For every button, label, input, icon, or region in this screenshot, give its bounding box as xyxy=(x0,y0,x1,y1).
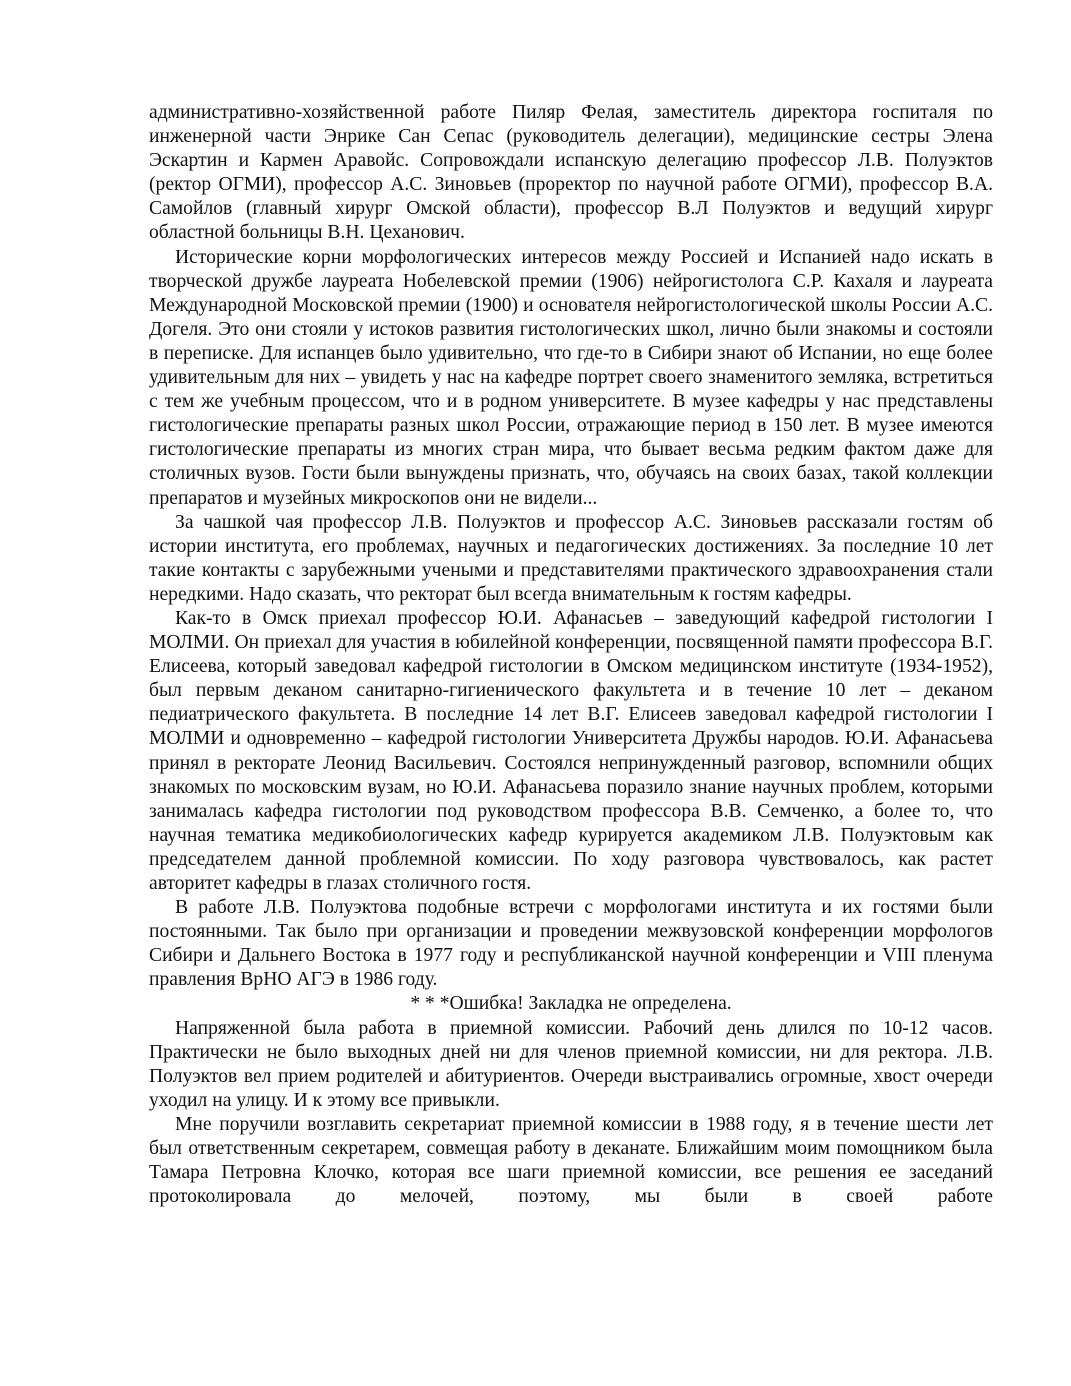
section-separator: * * *Ошибка! Закладка не определена. xyxy=(410,993,732,1015)
paragraph-morphology-meetings: В работе Л.В. Полуэктова подобные встречи с морфологами института и их гостями были постоянными. Так было при организации и проведении межвузовской конференции морфологов Сибири и Дальнего Востока в 1977 году и республиканской научной конференции и VIII пленума правления ВрНО АГЭ в 1986 году. xyxy=(149,897,993,991)
paragraph-delegation: административно-хозяйственной работе Пиляр Фелая, заместитель директора госпиталя по инженерной части Энрике Сан Сепас (руководитель делегации), медицинские сестры Элена Эскартин и Кармен Аравойс. Сопровождали испанскую делегацию профессор Л.В. Полуэктов (ректор ОГМИ), профессор А.С. Зиновьев (проректор по научной работе ОГМИ), профессор В.А. Самойлов (главный хирург Омской области), профессор В.Л Полуэктов и ведущий хирург областной больницы В.Н. Цеханович. xyxy=(149,102,993,244)
document-page xyxy=(149,101,993,1209)
paragraph-historical-roots: Исторические корни морфологических интересов между Россией и Испанией надо искать в творческой дружбе лауреата Нобелевской премии (1906) нейрогистолога С.Р. Кахаля и лауреата Международной Московской премии (1900) и основателя нейрогистологической школы России А.С. Догеля. Это они стояли у истоков развития гистологических школ, лично были знакомы и состояли в переписке. Для испанцев было удивительно, что где-то в Сибири знают об Испании, но еще более удивительным для них – увидеть у нас на кафедре портрет своего знаменитого земляка, встретиться с тем же учебным процессом, что и в родном университете. В музее кафедры у нас представлены гистологические препараты разных школ России, отражающие период в 150 лет. В музее имеются гистологические препараты из многих стран мира, что бывает весьма редким фактом даже для столичных вузов. Гости были вынуждены признать, что, обучаясь на своих базах, такой коллекции препаратов и музейных микроскопов они не видели... xyxy=(149,246,993,509)
paragraph-afanasyev-visit: Как-то в Омск приехал профессор Ю.И. Афанасьев – заведующий кафедрой гистологии I МОЛМИ. Он приехал для участия в юбилейной конференции, посвященной памяти профессора В.Г. Елисеева, который заведовал кафедрой гистологии в Омском медицинском институте (1934-1952), был первым деканом санитарно-гигиенического факультета и в течение 10 лет – деканом педиатрического факультета. В последние 14 лет В.Г. Елисеев заведовал кафедрой гистологии I МОЛМИ и одновременно – кафедрой гистологии Университета Дружбы народов. Ю.И. Афанасьева принял в ректорате Леонид Васильевич. Состоялся непринужденный разговор, вспомнили общих знакомых по московским вузам, но Ю.И. Афанасьева поразило знание научных проблем, которыми занималась кафедра гистологии под руководством профессора В.В. Семченко, а более то, что научная тематика медикобиологических кафедр курируется академиком Л.В. Полуэктовым как председателем данной проблемной комиссии. По ходу разговора чувствовалось, как растет авторитет кафедры в глазах столичного гостя. xyxy=(149,607,993,894)
paragraph-secretariat: Мне поручили возглавить секретариат приемной комиссии в 1988 году, я в течение шести лет был ответственным секретарем, совмещая работу в деканате. Ближайшим моим помощником была Тамара Петровна Клочко, которая все шаги приемной комиссии, все решения ее заседаний протоколировала до мелочей, поэтому, мы были в своей работе xyxy=(149,1113,993,1208)
paragraph-admission-commission: Напряженной была работа в приемной комиссии. Рабочий день длился по 10-12 часов. Практически не было выходных дней ни для членов приемной комиссии, ни для ректора. Л.В. Полуэктов вел прием родителей и абитуриентов. Очереди выстраивались огромные, хвост очереди уходил на улицу. И к этому все привыкли. xyxy=(149,1017,993,1111)
paragraph-tea-meeting: За чашкой чая профессор Л.В. Полуэктов и профессор А.С. Зиновьев рассказали гостям об истории института, его проблемах, научных и педагогических достижениях. За последние 10 лет такие контакты с зарубежными учеными и представителями практического здравоохранения стали нередкими. Надо сказать, что ректорат был всегда внимательным к гостям кафедры. xyxy=(149,511,993,605)
